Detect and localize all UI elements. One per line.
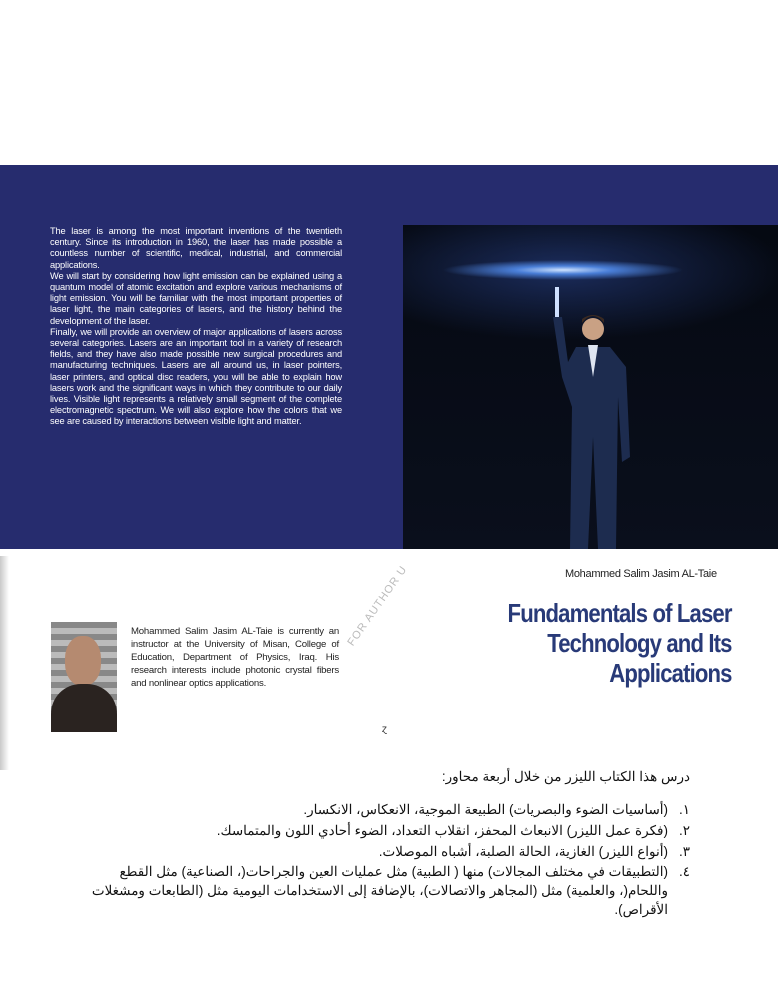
title-line: Fundamentals of Laser xyxy=(507,598,732,628)
arabic-intro: درس هذا الكتاب الليزر من خلال أربعة محاور: xyxy=(441,769,690,784)
item-number: ٢. xyxy=(678,823,690,838)
blurb-paragraph: We will start by considering how light emission can be explained using a quantum model of atomic excitation and explore various mechanisms of light emission. You will be familiar with the most important properties of laser light, the main categories of lasers, and the history behind the development of the laser. xyxy=(50,270,342,326)
arabic-summary xyxy=(90,766,690,919)
title-line: Technology and Its xyxy=(547,628,732,658)
page-mark: ɀ xyxy=(382,724,387,735)
item-number: ٣. xyxy=(678,844,690,859)
back-cover-blurb xyxy=(50,226,342,428)
list-item xyxy=(90,820,690,841)
item-text: (فكرة عمل الليزر) الانبعاث المحفز، انقلاب التعداد، الضوء أحادي اللون والمتماسك. xyxy=(216,823,668,838)
item-text: (أنواع الليزر) الغازية، الحالة الصلبة، أشباه الموصلات. xyxy=(378,844,668,859)
item-number: ١. xyxy=(678,802,690,817)
book-title xyxy=(508,598,732,688)
blurb-paragraph: Finally, we will provide an overview of major applications of lasers across several categories. Lasers are an important tool in a variety of research fields, and they have also made possible new surgical procedures and manufacturing techniques. Lasers are all around us, in laser pointers, laser printers, and optical disc readers, you will be able to explain how lasers work and the significant ways in which they contribute to our daily lives. Visible light represents a relatively small segment of the complete electromagnetic spectrum. We will also explore how the colors that we see are caused by interactions between visible light and matter. xyxy=(50,326,342,427)
watermark: FOR AUTHOR U xyxy=(345,563,410,649)
item-text: (أساسيات الضوء والبصريات) الطبيعة الموجية، الانعكاس، الانكسار. xyxy=(303,802,668,817)
businessman-illustration xyxy=(548,287,638,549)
topics-list xyxy=(90,799,690,919)
title-line: Applications xyxy=(609,658,732,688)
item-number: ٤. xyxy=(678,864,690,879)
author-photo xyxy=(51,622,117,732)
list-item xyxy=(90,841,690,862)
list-item xyxy=(90,799,690,820)
item-text: (التطبيقات في مختلف المجالات) منها ( الطبية) مثل عمليات العين والجراحات(، الصناعية) مثل القطع واللحام(، والعلمية) مثل (المجاهر والاتصالات)، بالإضافة إلى الاستخدامات اليومية مثل (الطابعات ومشغلات الأقراص). xyxy=(91,864,668,917)
list-item xyxy=(90,862,690,919)
front-cover-author: Mohammed Salim Jasim AL-Taie xyxy=(565,568,717,580)
author-bio: Mohammed Salim Jasim AL-Taie is currently an instructor at the University of Misan, College of Education, Department of Physics, Iraq. His research interests include photonic crystal fibers and nonlinear optics applications. xyxy=(131,626,339,689)
page-edge-shadow xyxy=(0,556,9,770)
blurb-paragraph: The laser is among the most important inventions of the twentieth century. Since its introduction in 1960, the laser has made possible a countless number of scientific, medical, industrial, and commercial applications. xyxy=(50,226,342,270)
